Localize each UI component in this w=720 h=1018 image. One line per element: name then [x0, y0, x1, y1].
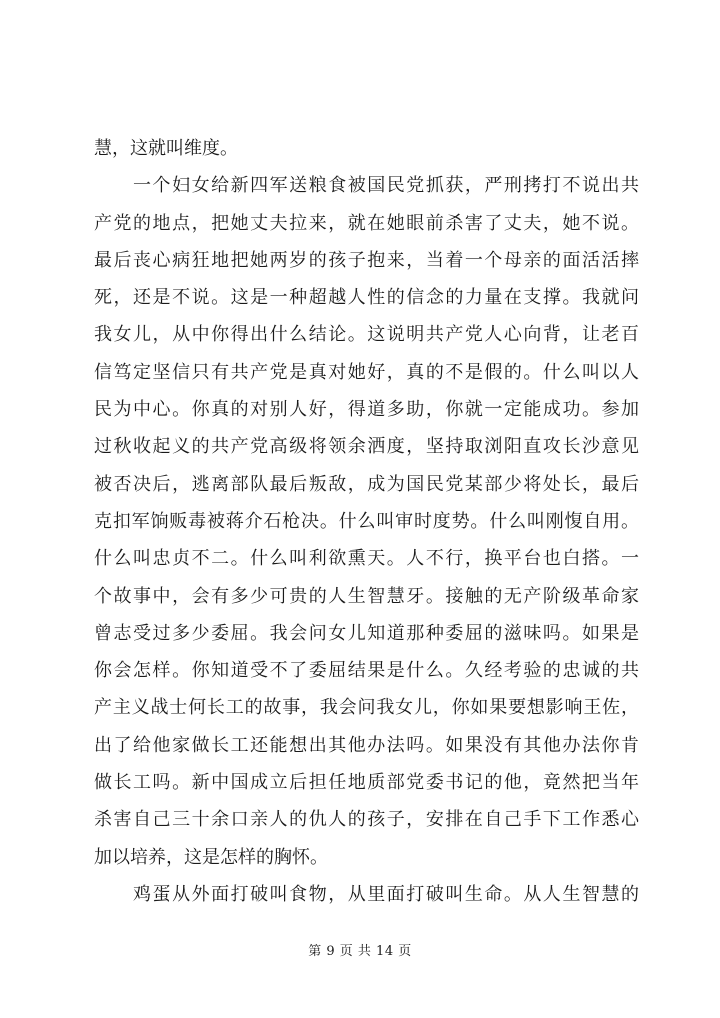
text-line: 杀害自己三十余口亲人的仇人的孩子，安排在自己手下工作悉心 — [94, 809, 639, 831]
text-line: 出了给他家做长工还能想出其他办法吗。如果没有其他办法你肯 — [94, 734, 639, 756]
text-line: 曾志受过多少委屈。我会问女儿知道那种委屈的滋味吗。如果是 — [94, 622, 639, 644]
text-line: 产党的地点，把她丈夫拉来，就在她眼前杀害了丈夫，她不说。 — [94, 212, 639, 234]
text-line: 鸡蛋从外面打破叫食物，从里面打破叫生命。从人生智慧的 — [94, 883, 639, 905]
text-line: 你会怎样。你知道受不了委屈结果是什么。久经考验的忠诚的共 — [94, 660, 639, 682]
text-line: 一个妇女给新四军送粮食被国民党抓获，严刑拷打不说出共 — [94, 175, 639, 197]
text-line: 民为中心。你真的对别人好，得道多助，你就一定能成功。参加 — [94, 399, 639, 421]
text-line: 做长工吗。新中国成立后担任地质部党委书记的他，竟然把当年 — [94, 772, 639, 794]
text-line: 个故事中，会有多少可贵的人生智慧牙。接触的无产阶级革命家 — [94, 585, 639, 607]
body-text — [94, 130, 639, 913]
text-line: 最后丧心病狂地把她两岁的孩子抱来，当着一个母亲的面活活摔 — [94, 249, 639, 271]
text-line: 慧，这就叫维度。 — [94, 138, 238, 159]
text-line: 克扣军饷贩毒被蒋介石枪决。什么叫审时度势。什么叫刚愎自用。 — [94, 510, 639, 532]
page-footer: 第 9 页 共 14 页 — [308, 944, 412, 959]
text-line: 我女儿，从中你得出什么结论。这说明共产党人心向背，让老百 — [94, 324, 639, 346]
text-line: 产主义战士何长工的故事，我会问我女儿，你如果要想影响王佐， — [94, 697, 639, 719]
text-line: 过秋收起义的共产党高级将领余洒度，坚持取浏阳直攻长沙意见 — [94, 436, 639, 458]
text-line: 什么叫忠贞不二。什么叫利欲熏天。人不行，换平台也白搭。一 — [94, 548, 639, 570]
text-line: 被否决后，逃离部队最后叛敌，成为国民党某部少将处长，最后 — [94, 473, 639, 495]
text-line: 加以培养，这是怎样的胸怀。 — [94, 846, 328, 868]
text-line: 死，还是不说。这是一种超越人性的信念的力量在支撑。我就问 — [94, 287, 639, 309]
text-line: 信笃定坚信只有共产党是真对她好，真的不是假的。什么叫以人 — [94, 361, 639, 383]
